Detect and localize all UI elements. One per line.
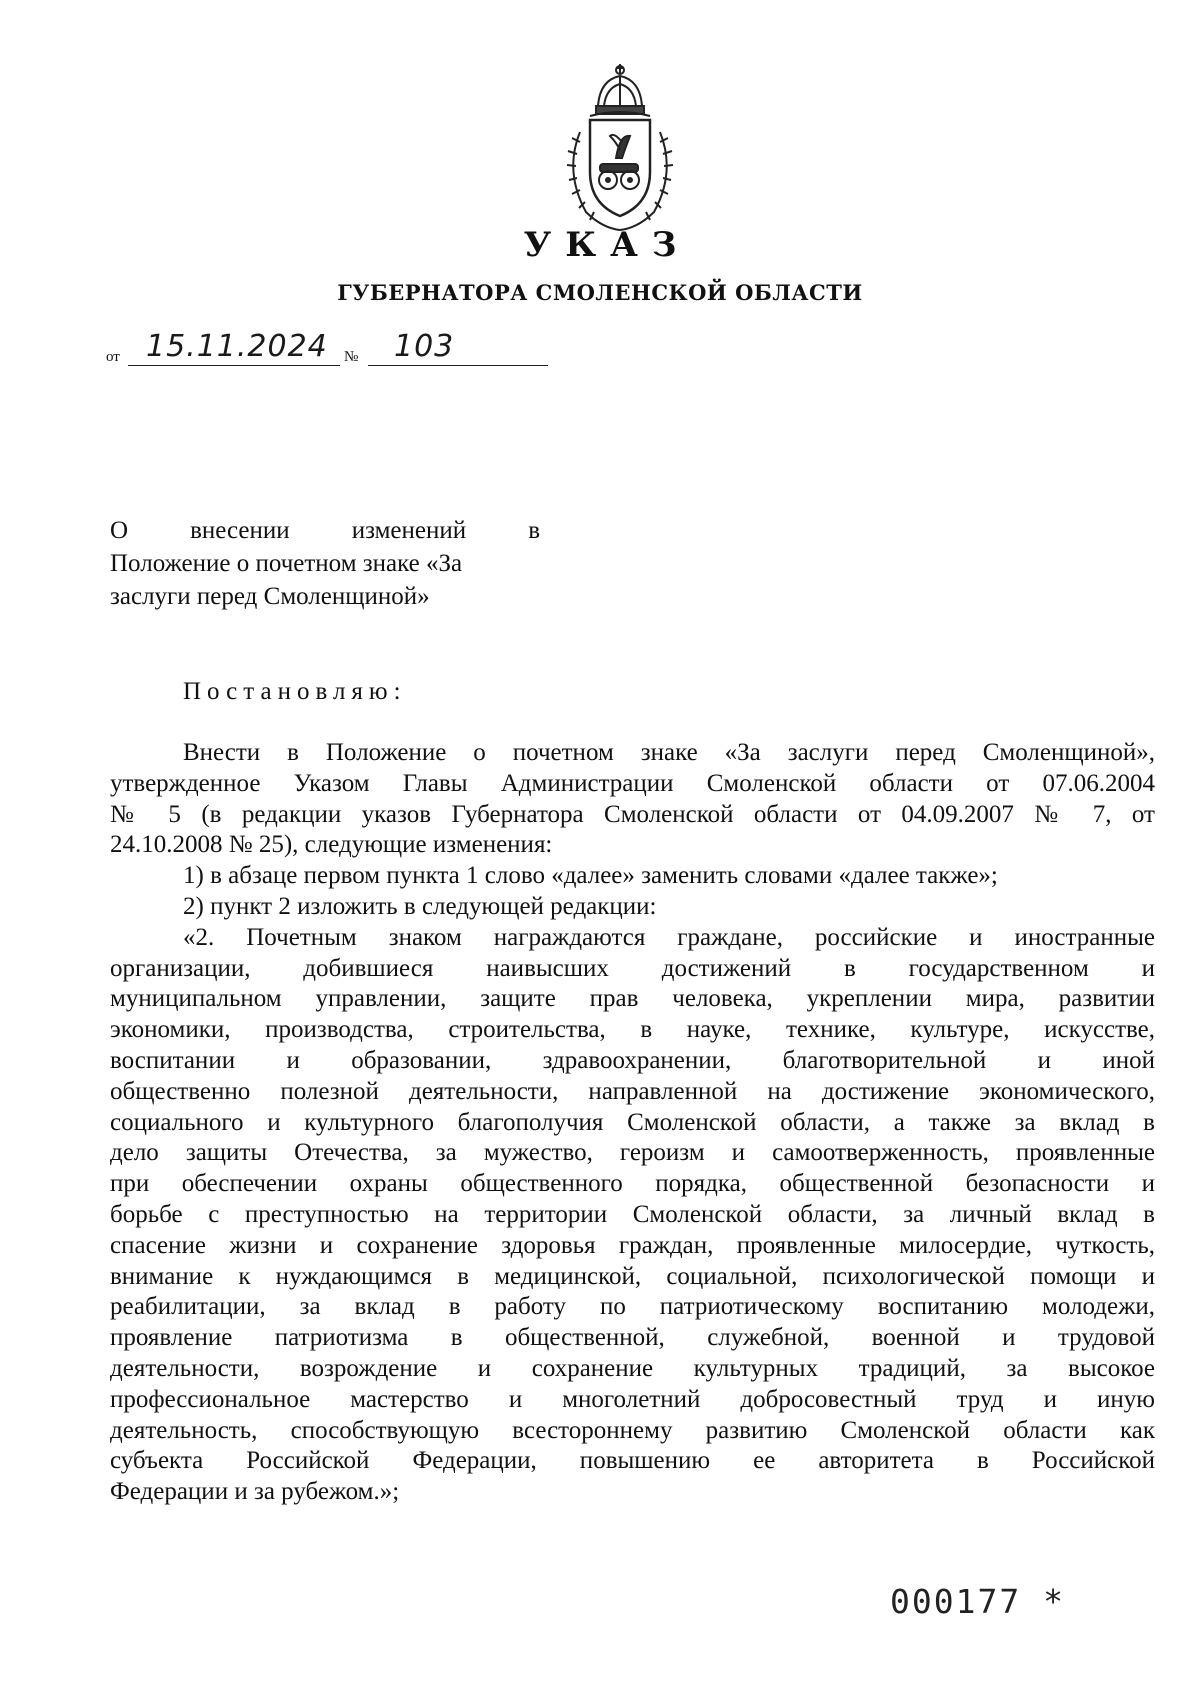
date-number-line — [106, 328, 546, 368]
subject-line-3: заслуги перед Смоленщиной» — [110, 583, 430, 610]
body-line: общественно полезной деятельности, направленной на достижение экономического, — [110, 1077, 1155, 1105]
document-body — [110, 738, 1155, 1508]
body-line: № 5 (в редакции указов Губернатора Смоленской области от 04.09.2007 № 7, от — [110, 800, 1155, 828]
body-line: экономики, производства, строительства, в науке, технике, культуре, искусстве, — [110, 1016, 1155, 1044]
body-line: социального и культурного благополучия Смоленской области, а также за вклад в — [110, 1108, 1155, 1136]
handwritten-date: 15.11.2024 — [146, 329, 328, 364]
document-title: УКАЗ — [523, 225, 691, 265]
document-subject — [110, 514, 540, 613]
body-line: «2. Почетным знаком награждаются граждане, российские и иностранные — [183, 923, 1155, 951]
body-line: внимание к нуждающимся в медицинской, социальной, психологической помощи и — [110, 1262, 1155, 1290]
body-line: деятельность, способствующую всестороннему развитию Смоленской области как — [110, 1416, 1155, 1444]
body-line: субъекта Российской Федерации, повышению ее авторитета в Российской — [110, 1447, 1155, 1475]
body-line: при обеспечении охраны общественного порядка, общественной безопасности и — [110, 1170, 1155, 1198]
body-line: дело защиты Отечества, за мужество, героизм и самоотверженность, проявленные — [110, 1139, 1155, 1167]
body-line: утвержденное Указом Главы Администрации Смоленской области от 07.06.2004 — [110, 769, 1155, 797]
body-line: Внести в Положение о почетном знаке «За заслуги перед Смоленщиной», — [183, 739, 1155, 766]
body-line: проявление патриотизма в общественной, служебной, военной и трудовой — [110, 1324, 1155, 1352]
body-line: Федерации и за рубежом.»; — [110, 1478, 400, 1506]
body-line: организации, добившиеся наивысших достижений в государственном и — [110, 954, 1155, 982]
subject-line-1: О внесении изменений в — [110, 517, 540, 544]
registration-number: 000177 * — [890, 1582, 1065, 1621]
body-line: 24.10.2008 № 25), следующие изменения: — [110, 831, 553, 859]
body-line: профессиональное мастерство и многолетний добросовестный труд и иную — [110, 1385, 1155, 1413]
body-line: борьбе с преступностью на территории Смоленской области, за личный вклад в — [110, 1200, 1155, 1228]
body-line: 1) в абзаце первом пункта 1 слово «далее» заменить словами «далее также»; — [183, 862, 998, 890]
body-line: 2) пункт 2 изложить в следующей редакции: — [183, 892, 657, 920]
date-prefix-label: от — [106, 349, 120, 365]
body-line: спасение жизни и сохранение здоровья граждан, проявленные милосердие, чуткость, — [110, 1231, 1155, 1259]
smolensk-coat-of-arms-emblem — [550, 62, 690, 234]
subject-line-2: Положение о почетном знаке «За — [110, 550, 463, 577]
handwritten-number: 103 — [394, 329, 455, 364]
body-line: деятельности, возрождение и сохранение культурных традиций, за высокое — [110, 1354, 1155, 1382]
number-prefix-label: № — [344, 349, 359, 365]
body-line: реабилитации, за вклад в работу по патриотическому воспитанию молодежи, — [110, 1293, 1155, 1321]
body-line: воспитании и образовании, здравоохранении, благотворительной и иной — [110, 1046, 1155, 1074]
body-line: муниципальном управлении, защите прав человека, укреплении мира, развитии — [110, 985, 1155, 1013]
document-subtitle: ГУБЕРНАТОРА СМОЛЕНСКОЙ ОБЛАСТИ — [337, 280, 863, 305]
decree-word: Постановляю: — [183, 678, 407, 705]
